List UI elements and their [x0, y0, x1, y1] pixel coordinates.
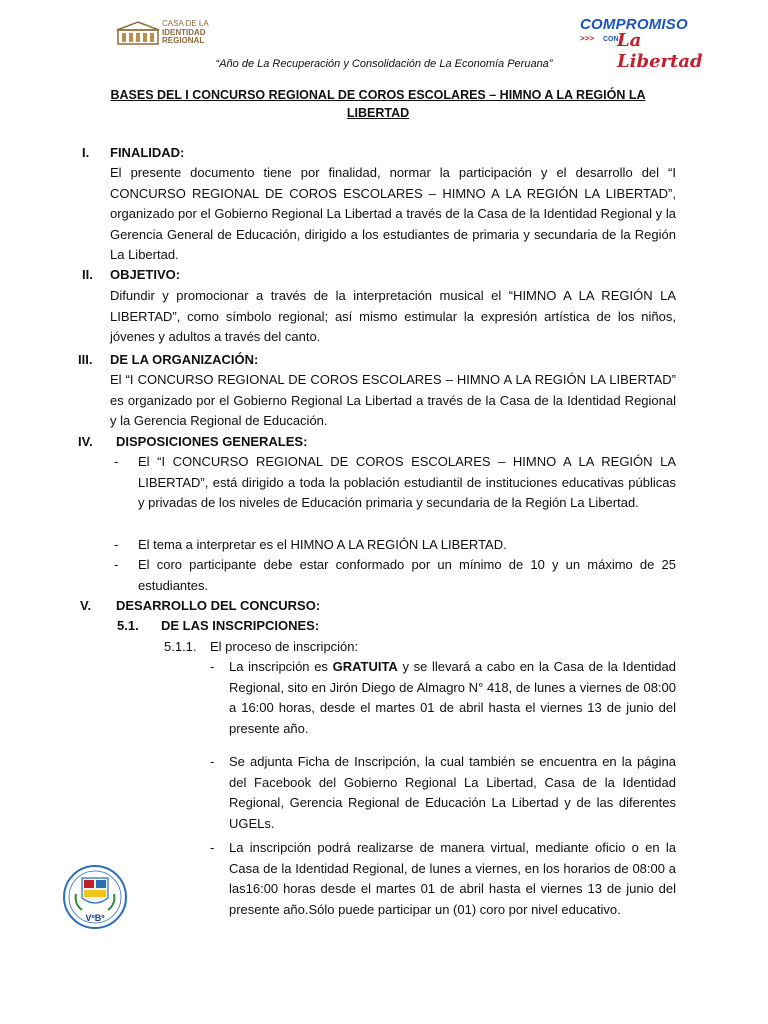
bullet-dash: - — [210, 659, 215, 674]
bullet-dash: - — [210, 754, 215, 769]
list-item: El coro participante debe estar conformado por un mínimo de 10 y un máximo de 25 estudiantes. — [138, 557, 676, 593]
section-numeral: I. — [82, 145, 90, 160]
list-item: El tema a interpretar es el HIMNO A LA REGIÓN LA LIBERTAD. — [138, 537, 507, 552]
subsubsection-text: El proceso de inscripción: — [210, 639, 359, 654]
building-icon — [116, 20, 160, 46]
bullet-dash: - — [114, 454, 119, 469]
section-heading: DESARROLLO DEL CONCURSO: — [116, 598, 321, 613]
item-text-bold: GRATUITA — [332, 659, 398, 674]
section-heading: DE LA ORGANIZACIÓN: — [110, 352, 259, 367]
item-text: La inscripción es — [229, 659, 333, 674]
approval-seal-icon — [62, 864, 128, 930]
item-text: y se llevará a cabo en la Casa de la Identidad Regional, sito en Jirón Diego de Almagro N° 418, de lunes a viernes de 08:00 a 16:00 horas, desde el martes 01 de abril hasta el viernes 13 de junio del presente año. — [229, 659, 676, 736]
section-text: El presente documento tiene por finalidad, normar la participación y el desarrollo del “I CONCURSO REGIONAL DE COROS ESCOLARES – HIMNO A LA REGIÓN LA LIBERTAD”, organizado por el Gobierno Regional La Libertad a través de la Casa de la Identidad Regional y la Gerencia General de Educación, dirigido a los estudiantes de primaria y secundaria de la Región La Libertad. — [110, 165, 676, 263]
section-heading: OBJETIVO: — [110, 267, 181, 282]
logo-line: IDENTIDAD — [162, 27, 206, 37]
section-text: El “I CONCURSO REGIONAL DE COROS ESCOLARES – HIMNO A LA REGIÓN LA LIBERTAD” es organizado por el Gobierno Regional La Libertad a través de la Casa de la Identidad Regional y la Gerencia Regional de Educación. — [110, 372, 676, 429]
year-motto: “Año de La Recuperación y Consolidación de La Economía Peruana” — [215, 58, 553, 70]
bullet-dash: - — [114, 557, 119, 572]
logo-arrows: >>> — [580, 34, 595, 43]
section-text: Difundir y promocionar a través de la interpretación musical el “HIMNO A LA REGIÓN LA LIBERTAD”, como símbolo regional; así mismo estimular la expresión artística de los niños, jóvenes y adultos a través del canto. — [110, 288, 676, 345]
logo-con: CON — [603, 36, 619, 43]
section-heading: FINALIDAD: — [110, 145, 185, 160]
subsubsection-number: 5.1.1. — [164, 639, 197, 654]
section-numeral: V. — [80, 598, 92, 613]
list-item: El “I CONCURSO REGIONAL DE COROS ESCOLARES – HIMNO A LA REGIÓN LA LIBERTAD”, está dirigido a toda la población estudiantil de instituciones educativas públicas y privadas de los niveles de Educación primaria y secundaria de la Región La Libertad. — [138, 454, 676, 510]
logo-line: CASA DE LA — [162, 19, 209, 28]
title-line: BASES DEL I CONCURSO REGIONAL DE COROS ESCOLARES – HIMNO A LA REGIÓN LA — [110, 88, 646, 102]
list-item: Se adjunta Ficha de Inscripción, la cual también se encuentra en la página del Facebook del Gobierno Regional La Libertad, Casa de la Identidad Regional, Gerencia Regional de Educación La Libertad y de las diferentes UGELs. — [229, 754, 676, 831]
section-heading: DISPOSICIONES GENERALES: — [116, 434, 308, 449]
bullet-dash: - — [114, 537, 119, 552]
section-numeral: III. — [78, 352, 93, 367]
section-numeral: II. — [82, 267, 93, 282]
section-numeral: IV. — [78, 434, 93, 449]
logo-word: COMPROMISO — [580, 16, 688, 33]
subsection-heading: DE LAS INSCRIPCIONES: — [161, 618, 320, 633]
list-item: La inscripción podrá realizarse de manera virtual, mediante oficio o en la Casa de la Identidad Regional, de lunes a viernes, en los horarios de 08:00 a las16:00 horas desde el martes 01 de abril hasta el viernes 13 de junio del presente año.Sólo puede participar un (01) coro por nivel educativo. — [229, 840, 676, 917]
document-title — [100, 86, 656, 122]
subsection-number: 5.1. — [117, 618, 139, 633]
list-item — [229, 657, 676, 739]
casa-identidad-logo — [116, 18, 216, 50]
compromiso-logo — [580, 16, 710, 72]
seal-text: VºBº — [85, 913, 105, 923]
logo-line: REGIONAL — [162, 36, 205, 45]
logo-script: La Libertad — [617, 30, 703, 72]
title-line: LIBERTAD — [346, 106, 410, 120]
bullet-dash: - — [210, 840, 215, 855]
